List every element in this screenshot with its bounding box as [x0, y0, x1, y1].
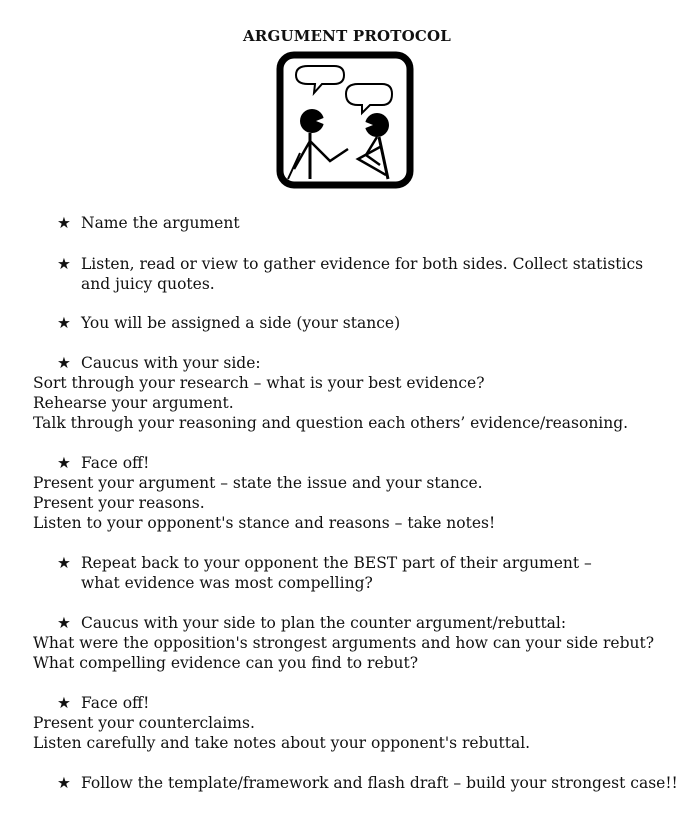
- step-item: [57, 313, 657, 333]
- step-item: [57, 773, 687, 793]
- detail-line: What were the opposition's strongest arguments and how can your side rebut?: [33, 634, 655, 652]
- star-bullet-icon: ★: [57, 774, 71, 792]
- step-item: [57, 693, 657, 713]
- step-text: Listen, read or view to gather evidence for both sides. Collect statistics and juicy quotes.: [81, 255, 644, 293]
- step-item: [57, 254, 647, 294]
- detail-line: Listen to your opponent's stance and reasons – take notes!: [33, 514, 496, 532]
- step-text: Face off!: [81, 694, 150, 712]
- step-text: Caucus with your side:: [81, 354, 261, 372]
- star-bullet-icon: ★: [57, 554, 71, 572]
- step-text: Name the argument: [81, 214, 240, 232]
- detail-line: Sort through your research – what is your best evidence?: [33, 374, 485, 392]
- detail-line: Present your counterclaims.: [33, 714, 255, 732]
- detail-line: Talk through your reasoning and question each others’ evidence/reasoning.: [33, 414, 629, 432]
- two-people-arguing-icon: [276, 51, 414, 189]
- detail-line: What compelling evidence can you find to rebut?: [33, 654, 419, 672]
- star-bullet-icon: ★: [57, 255, 71, 273]
- step-text: Follow the template/framework and flash draft – build your strongest case!!: [81, 774, 678, 792]
- step-details: [33, 633, 673, 673]
- page-title: ARGUMENT PROTOCOL: [242, 27, 452, 45]
- step-text: Caucus with your side to plan the counter argument/rebuttal:: [81, 614, 567, 632]
- star-bullet-icon: ★: [57, 314, 71, 332]
- star-bullet-icon: ★: [57, 354, 71, 372]
- step-details: [33, 373, 673, 433]
- detail-line: Present your argument – state the issue and your stance.: [33, 474, 483, 492]
- step-text: Face off!: [81, 454, 150, 472]
- step-text: Repeat back to your opponent the BEST part of their argument – what evidence was most compelling?: [81, 554, 592, 592]
- star-bullet-icon: ★: [57, 694, 71, 712]
- step-details: [33, 713, 673, 753]
- step-item: [57, 213, 657, 233]
- detail-line: Listen carefully and take notes about your opponent's rebuttal.: [33, 734, 531, 752]
- step-item: [57, 613, 657, 633]
- step-item: [57, 353, 657, 373]
- star-bullet-icon: ★: [57, 614, 71, 632]
- detail-line: Rehearse your argument.: [33, 394, 234, 412]
- star-bullet-icon: ★: [57, 454, 71, 472]
- step-details: [33, 473, 673, 533]
- detail-line: Present your reasons.: [33, 494, 205, 512]
- step-text: You will be assigned a side (your stance): [81, 314, 401, 332]
- step-item: [57, 553, 617, 593]
- step-item: [57, 453, 657, 473]
- star-bullet-icon: ★: [57, 214, 71, 232]
